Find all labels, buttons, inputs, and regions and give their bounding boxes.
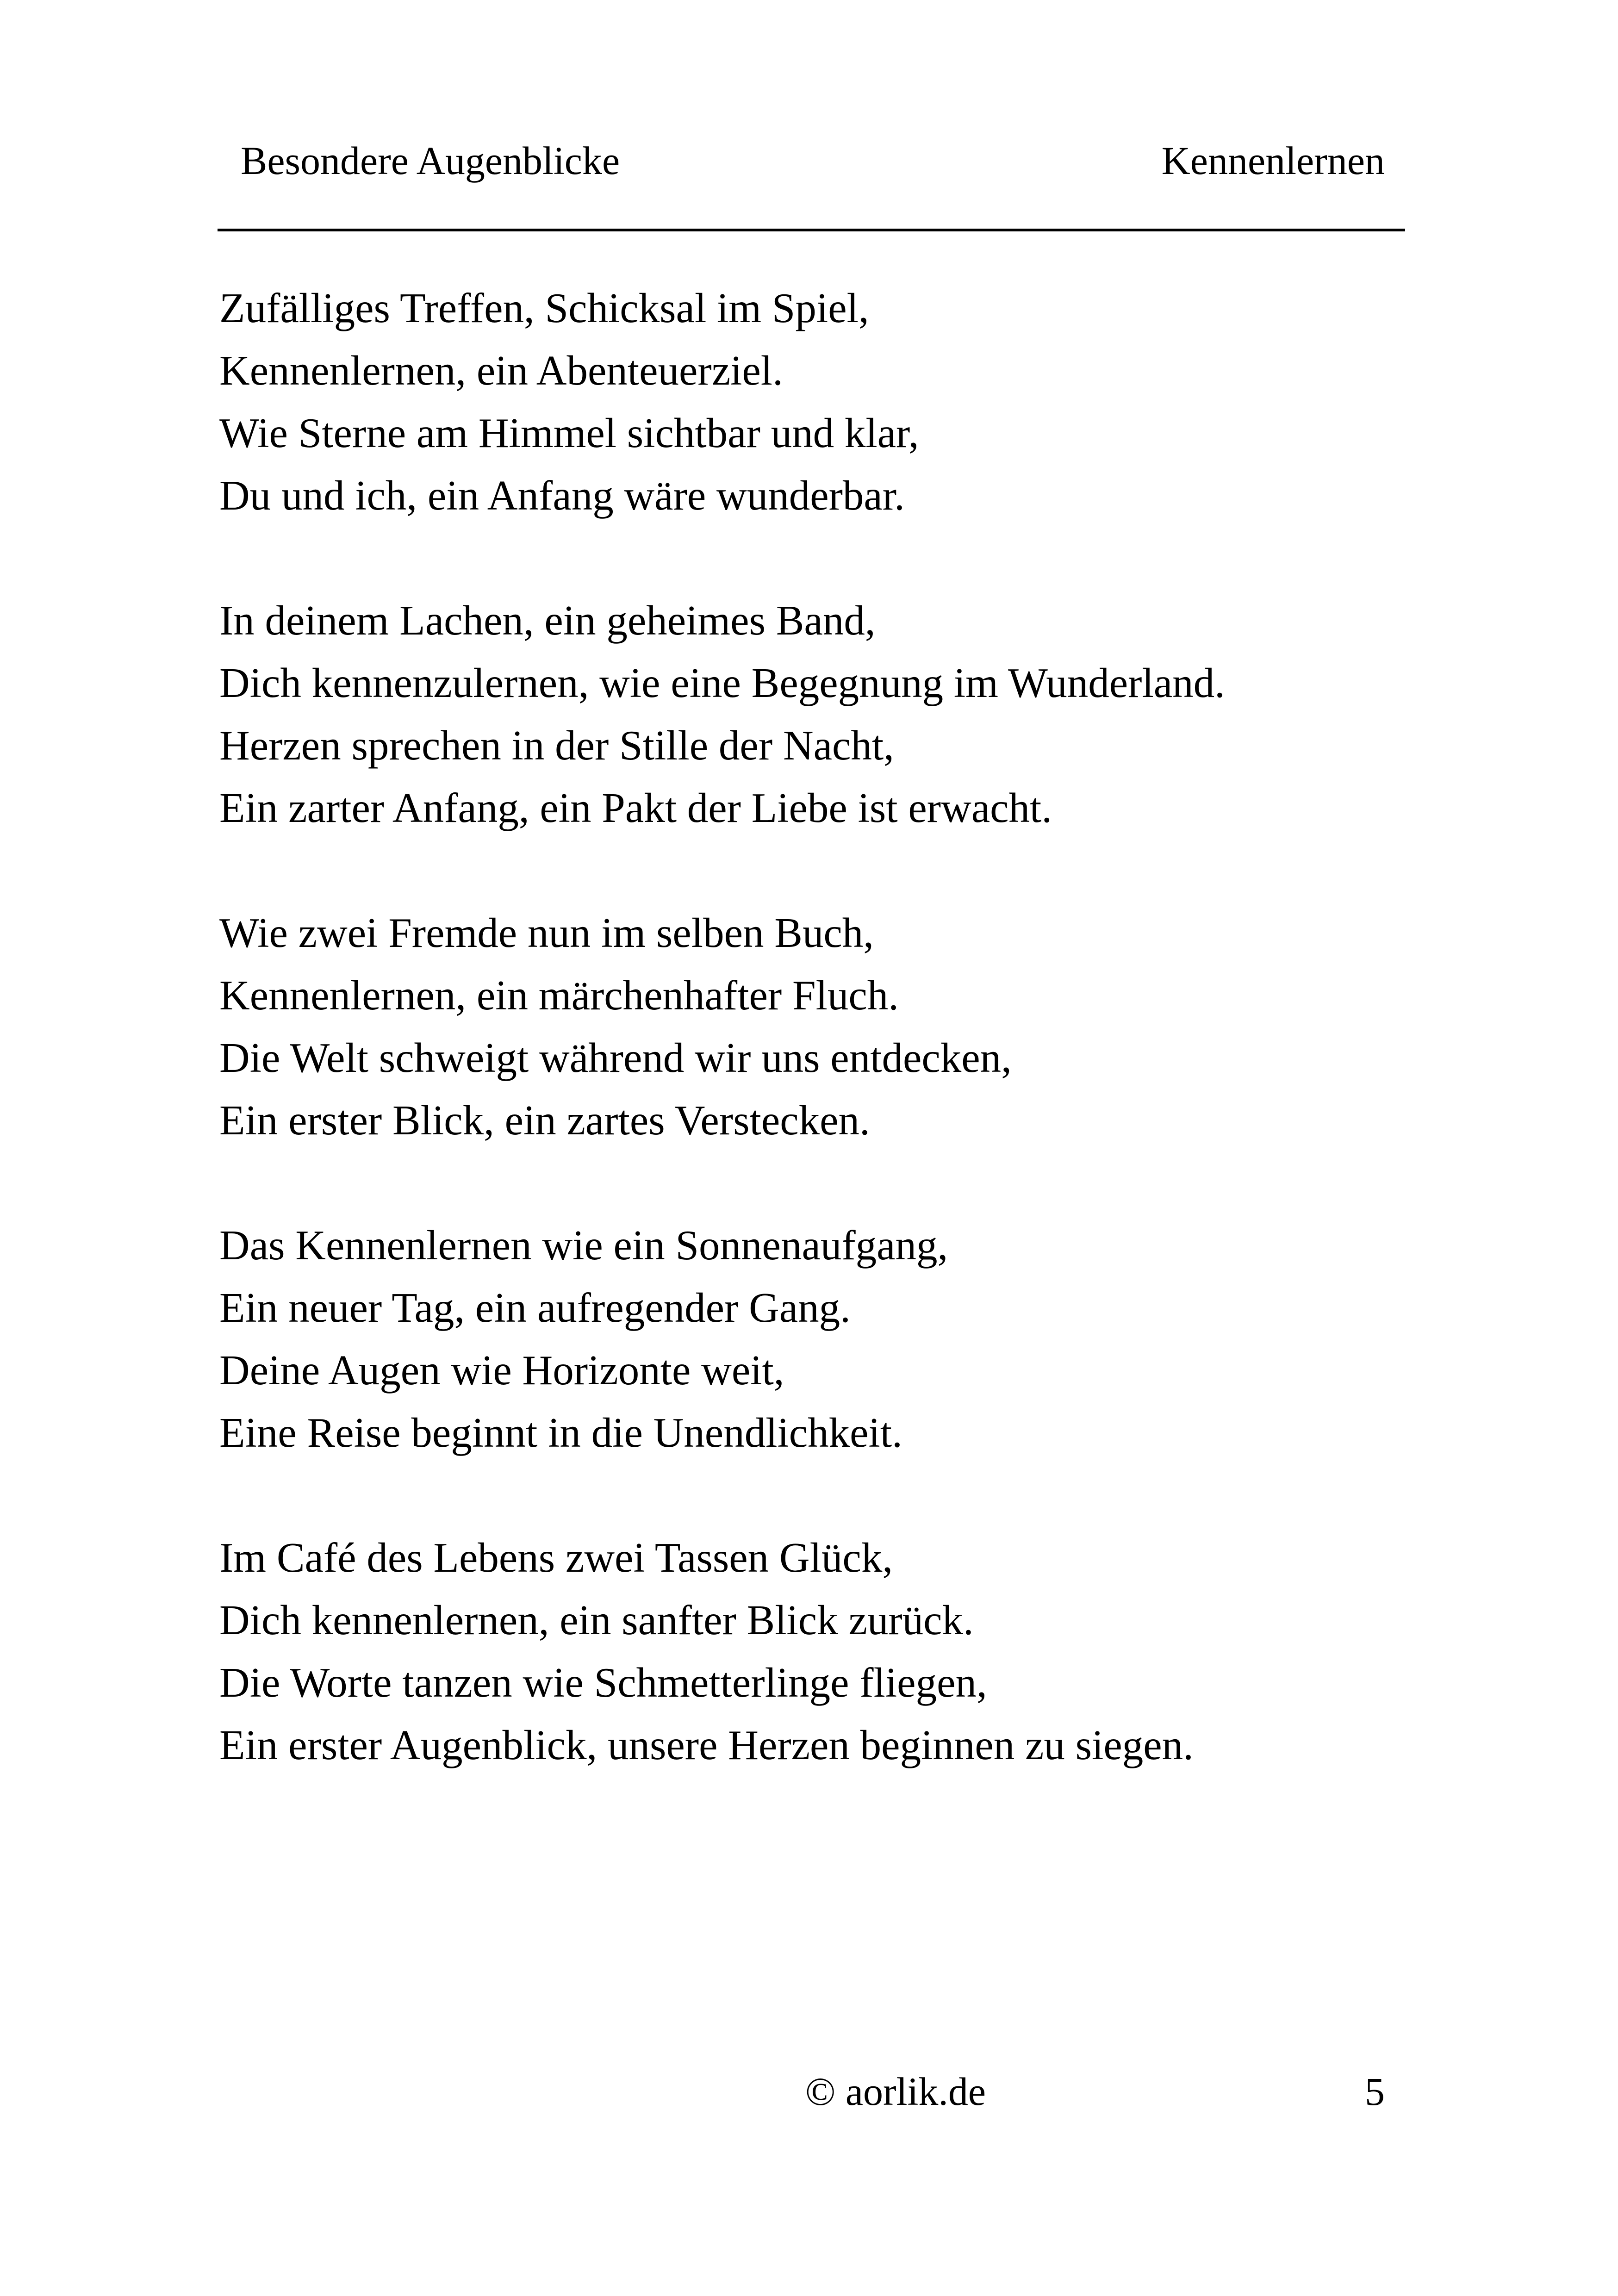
poem-line: In deinem Lachen, ein geheimes Band, (219, 597, 876, 644)
poem-line: Du und ich, ein Anfang wäre wunderbar. (219, 472, 905, 519)
stanza-3 (219, 902, 1423, 1151)
poem-line: Herzen sprechen in der Stille der Nacht, (219, 722, 894, 769)
copyright-notice: © aorlik.de (805, 2069, 986, 2114)
page-number: 5 (1365, 2069, 1385, 2114)
chapter-title: Kennenlernen (1161, 138, 1385, 183)
book-title: Besondere Augenblicke (241, 138, 620, 183)
header-divider (218, 229, 1405, 231)
poem-line: Ein neuer Tag, ein aufregender Gang. (219, 1284, 851, 1331)
poem-line: Zufälliges Treffen, Schicksal im Spiel, (219, 285, 869, 331)
poem (219, 277, 1423, 1839)
poem-line: Kennenlernen, ein Abenteuerziel. (219, 347, 783, 394)
stanza-5 (219, 1526, 1423, 1776)
poem-line: Ein zarter Anfang, ein Pakt der Liebe ist erwacht. (219, 784, 1052, 831)
stanza-2 (219, 589, 1423, 839)
stanza-1 (219, 277, 1423, 527)
poem-line: Ein erster Blick, ein zartes Verstecken. (219, 1097, 870, 1144)
poem-line: Dich kennenlernen, ein sanfter Blick zurück. (219, 1597, 974, 1643)
poem-line: Eine Reise beginnt in die Unendlichkeit. (219, 1409, 902, 1456)
poem-line: Wie Sterne am Himmel sichtbar und klar, (219, 410, 919, 456)
poem-line: Die Welt schweigt während wir uns entdecken, (219, 1034, 1012, 1081)
poem-line: Kennenlernen, ein märchenhafter Fluch. (219, 972, 899, 1019)
stanza-4 (219, 1214, 1423, 1464)
poem-line: Die Worte tanzen wie Schmetterlinge fliegen, (219, 1659, 987, 1706)
poem-line: Das Kennenlernen wie ein Sonnenaufgang, (219, 1222, 948, 1269)
running-header (241, 135, 1385, 186)
poem-line: Ein erster Augenblick, unsere Herzen beginnen zu siegen. (219, 1722, 1194, 1768)
poem-line: Deine Augen wie Horizonte weit, (219, 1347, 784, 1394)
poem-line: Dich kennenzulernen, wie eine Begegnung im Wunderland. (219, 660, 1225, 706)
poem-line: Im Café des Lebens zwei Tassen Glück, (219, 1534, 893, 1581)
poem-line: Wie zwei Fremde nun im selben Buch, (219, 909, 874, 956)
